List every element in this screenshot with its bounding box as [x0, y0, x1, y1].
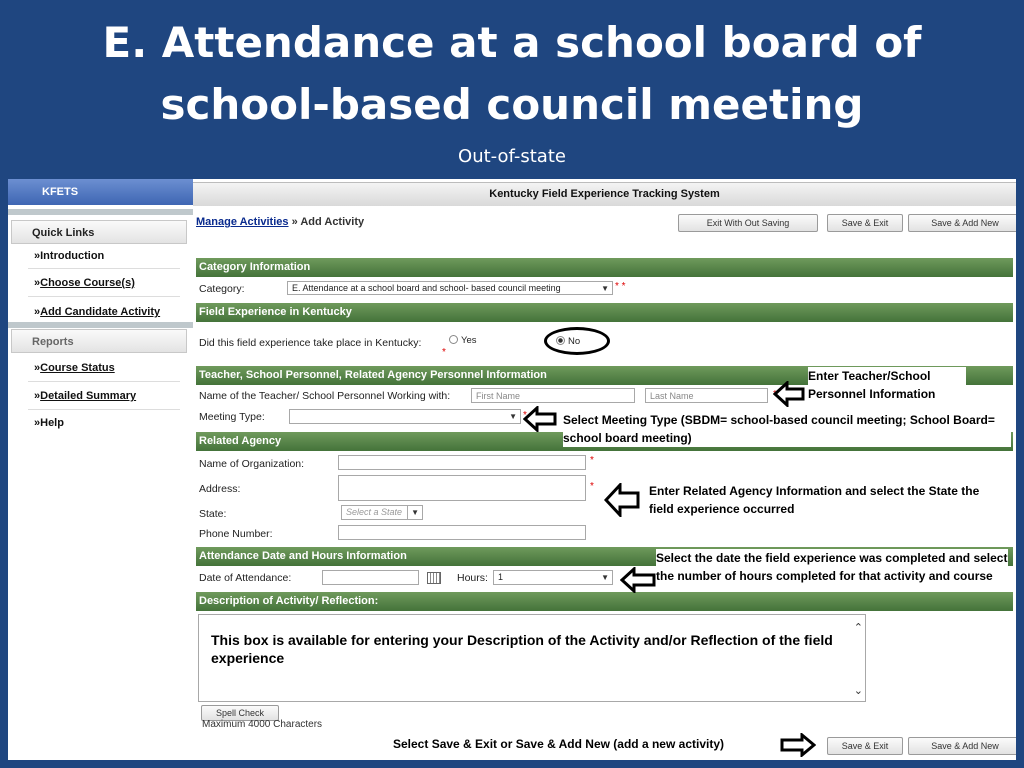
- exit-without-saving-button[interactable]: Exit With Out Saving: [678, 214, 818, 232]
- brand-tab[interactable]: KFETS: [8, 179, 193, 205]
- required-marker: * *: [615, 281, 626, 292]
- sidebar-item-add-candidate-activity[interactable]: »Add Candidate Activity: [34, 306, 161, 318]
- teacher-name-label: Name of the Teacher/ School Personnel Working with:: [199, 390, 451, 402]
- org-name-label: Name of Organization:: [199, 458, 305, 470]
- chevron-down-icon: ▼: [509, 412, 517, 421]
- radio-yes[interactable]: Yes: [449, 335, 477, 346]
- hours-label: Hours:: [457, 572, 488, 584]
- arrow-left-icon: [620, 567, 656, 593]
- callout-save: Select Save & Exit or Save & Add New (add a new activity): [393, 735, 778, 753]
- description-text: This box is available for entering your Description of the Activity and/or Reflection of the field experience: [211, 632, 833, 666]
- save-exit-button-bottom[interactable]: Save & Exit: [827, 737, 903, 755]
- calendar-icon[interactable]: [427, 572, 441, 584]
- max-characters-note: Maximum 4000 Characters: [202, 719, 323, 730]
- chevron-down-icon: ▼: [407, 506, 419, 519]
- sidebar-item-choose-courses[interactable]: »Choose Course(s): [34, 277, 135, 289]
- sidebar-item-detailed-summary[interactable]: »Detailed Summary: [34, 390, 137, 402]
- phone-label: Phone Number:: [199, 528, 273, 540]
- spell-check-button[interactable]: Spell Check: [201, 705, 279, 721]
- address-field[interactable]: [338, 475, 586, 501]
- sidebar-rule: [28, 296, 180, 297]
- org-name-field[interactable]: [338, 455, 586, 470]
- callout-agency: Enter Related Agency Information and select the State the field experience occurred: [649, 482, 989, 518]
- state-label: State:: [199, 508, 227, 520]
- slide-title-line2: school-based council meeting: [160, 80, 864, 129]
- category-section-header: Category Information: [196, 258, 1013, 277]
- save-add-new-button[interactable]: Save & Add New: [908, 214, 1016, 232]
- phone-field[interactable]: [338, 525, 586, 540]
- category-select[interactable]: E. Attendance at a school board and school- based council meeting ▼: [287, 281, 613, 295]
- required-marker: *: [442, 347, 446, 358]
- sidebar-item-introduction[interactable]: »Introduction: [34, 250, 105, 262]
- hours-select[interactable]: 1 ▼: [493, 570, 613, 585]
- save-add-new-button-bottom[interactable]: Save & Add New: [908, 737, 1016, 755]
- meeting-type-label: Meeting Type:: [199, 411, 265, 423]
- agency-section-header: Related Agency: [196, 432, 1013, 451]
- slide-title-line1: E. Attendance at a school board of: [102, 18, 922, 67]
- category-label: Category:: [199, 283, 245, 295]
- arrow-left-icon: [604, 483, 640, 517]
- sidebar: [8, 205, 193, 760]
- radio-no[interactable]: No: [556, 336, 580, 347]
- required-marker: *: [590, 481, 594, 492]
- personnel-section-header: Teacher, School Personnel, Related Agency Personnel Information: [196, 366, 1013, 385]
- breadcrumb-current: Add Activity: [300, 216, 365, 228]
- date-field[interactable]: [322, 570, 419, 585]
- sidebar-rule: [28, 268, 180, 269]
- system-title: Kentucky Field Experience Tracking System: [193, 182, 1016, 206]
- radio-icon: [449, 335, 458, 344]
- required-marker: *: [523, 410, 527, 421]
- required-marker: *: [590, 455, 594, 466]
- scroll-down-icon[interactable]: ⌄: [853, 685, 863, 697]
- breadcrumb: Manage Activities » Add Activity: [196, 216, 365, 228]
- callout-teacher: Enter Teacher/School Personnel Information: [808, 367, 966, 403]
- last-name-field[interactable]: Last Name: [645, 388, 768, 403]
- date-label: Date of Attendance:: [199, 572, 292, 584]
- address-label: Address:: [199, 483, 241, 495]
- callout-date-hours: Select the date the field experience was completed and select the number of hours completed for that activity and course: [656, 551, 1008, 583]
- kentucky-question: Did this field experience take place in Kentucky:: [199, 337, 422, 349]
- scroll-up-icon[interactable]: ⌃: [853, 622, 863, 634]
- sidebar-rule: [28, 381, 180, 382]
- reports-header: Reports: [11, 329, 187, 353]
- attendance-section-header: Attendance Date and Hours Information: [196, 547, 1013, 566]
- arrow-left-icon: [523, 406, 557, 432]
- sidebar-rule: [28, 409, 180, 410]
- chevron-down-icon: ▼: [601, 284, 609, 293]
- sidebar-divider: [8, 209, 193, 215]
- breadcrumb-manage-activities[interactable]: Manage Activities: [196, 216, 289, 228]
- quick-links-header: Quick Links: [11, 220, 187, 244]
- state-select[interactable]: Select a State ▼: [341, 505, 423, 520]
- sidebar-divider: [8, 322, 193, 328]
- description-section-header: Description of Activity/ Reflection:: [196, 592, 1013, 611]
- slide-title: [0, 12, 1024, 136]
- meeting-type-select[interactable]: [289, 409, 521, 424]
- arrow-right-icon: [780, 733, 816, 757]
- sidebar-item-help[interactable]: »Help: [34, 417, 64, 429]
- callout-meeting-type: Select Meeting Type (SBDM= school-based council meeting; School Board= school board meeting): [563, 411, 1011, 447]
- save-exit-button[interactable]: Save & Exit: [827, 214, 903, 232]
- highlight-ellipse: [544, 327, 610, 355]
- description-textarea[interactable]: [198, 614, 866, 702]
- first-name-field[interactable]: First Name: [471, 388, 635, 403]
- slide-subtitle: Out-of-state: [458, 146, 566, 167]
- kentucky-section-header: Field Experience in Kentucky: [196, 303, 1013, 322]
- sidebar-item-course-status[interactable]: »Course Status: [34, 362, 115, 374]
- arrow-left-icon: [773, 381, 805, 407]
- chevron-down-icon: ▼: [601, 573, 609, 582]
- app-screenshot: [8, 179, 1016, 760]
